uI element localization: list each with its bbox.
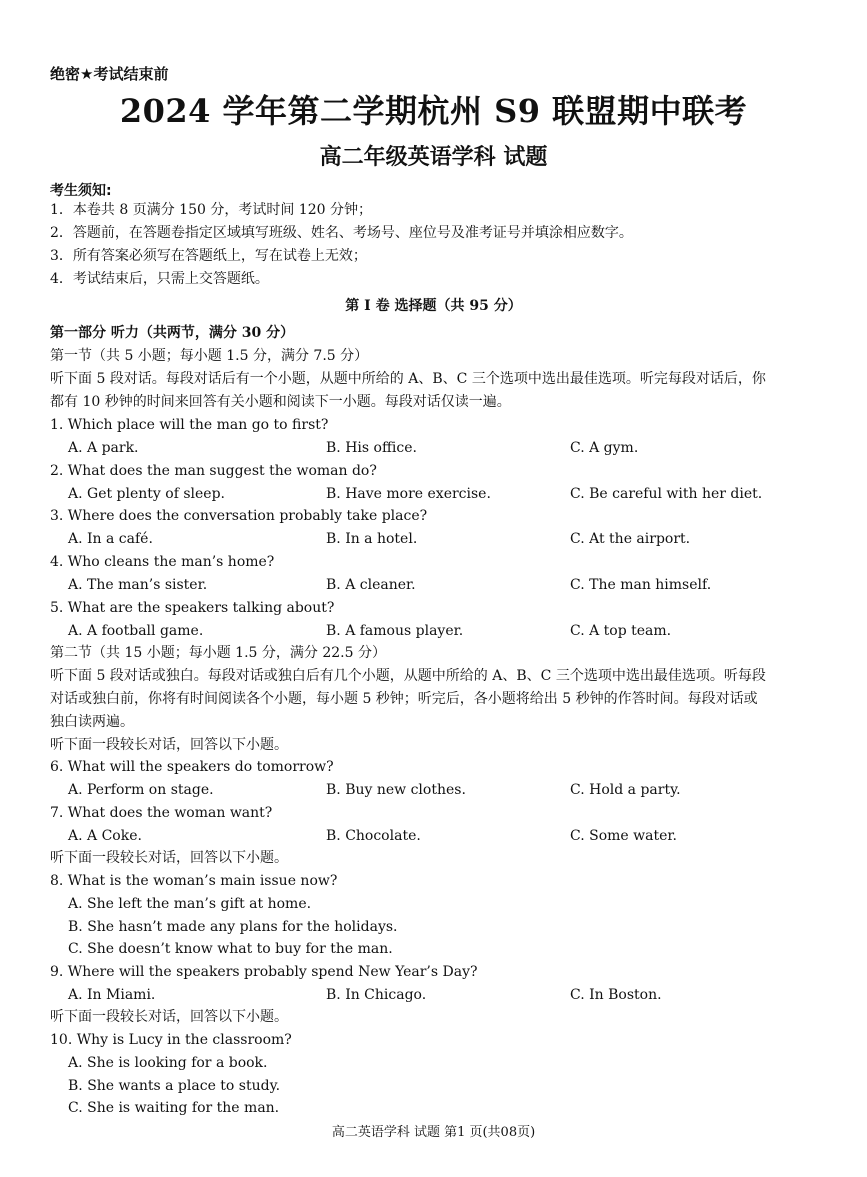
question: 6. What will the speakers do tomorrow? bbox=[50, 759, 334, 775]
option-b: B. Buy new clothes. bbox=[326, 782, 466, 798]
option-b: B. In a hotel. bbox=[326, 531, 418, 547]
option-c: C. Hold a party. bbox=[570, 782, 681, 798]
confidential-label: 绝密★考试结束前 bbox=[50, 65, 169, 83]
section2-instructions: 对话或独白前，你将有时间阅读各个小题，每小题 5 秒钟；听完后，各小题将给出 5 秒钟的作答时间。每段对话或 bbox=[50, 691, 758, 707]
section1-instructions: 听下面 5 段对话。每段对话后有一个小题，从题中所给的 A、B、C 三个选项中选出最佳选项。听完每段对话后，你 bbox=[50, 371, 766, 387]
part1-heading: 第一部分 听力（共两节，满分 30 分） bbox=[50, 325, 295, 341]
exam-subtitle: 高二年级英语学科 试题 bbox=[319, 144, 548, 170]
question: 3. Where does the conversation probably take place? bbox=[50, 508, 428, 524]
option-b: B. Have more exercise. bbox=[326, 486, 491, 502]
option-a: A. A football game. bbox=[68, 623, 204, 639]
option-c: C. She is waiting for the man. bbox=[68, 1100, 280, 1116]
notice-item: 2．答题前，在答题卷指定区域填写班级、姓名、考场号、座位号及准考证号并填涂相应数字。 bbox=[50, 225, 633, 241]
option-c: C. Be careful with her diet. bbox=[570, 486, 763, 502]
option-a: A. In Miami. bbox=[68, 987, 156, 1003]
question: 8. What is the woman’s main issue now? bbox=[50, 873, 338, 889]
page-footer: 高二英语学科 试题 第1 页(共08页) bbox=[331, 1125, 536, 1140]
option-c: C. Some water. bbox=[570, 828, 677, 844]
section1-heading: 第一节（共 5 小题；每小题 1.5 分，满分 7.5 分） bbox=[50, 348, 369, 364]
question: 9. Where will the speakers probably spend New Year’s Day? bbox=[50, 964, 478, 980]
question: 7. What does the woman want? bbox=[50, 805, 273, 821]
section2-heading: 第二节（共 15 小题；每小题 1.5 分，满分 22.5 分） bbox=[50, 645, 386, 661]
notice-item: 3．所有答案必须写在答题纸上，写在试卷上无效； bbox=[50, 248, 367, 264]
long-dialogue-note: 听下面一段较长对话，回答以下小题。 bbox=[50, 1009, 288, 1025]
option-c: C. The man himself. bbox=[570, 577, 712, 593]
option-b: B. She hasn’t made any plans for the holidays. bbox=[68, 919, 398, 935]
option-a: A. She is looking for a book. bbox=[68, 1055, 268, 1071]
long-dialogue-note: 听下面一段较长对话，回答以下小题。 bbox=[50, 850, 288, 866]
option-c: C. In Boston. bbox=[570, 987, 662, 1003]
question: 4. Who cleans the man’s home? bbox=[50, 554, 275, 570]
option-a: A. She left the man’s gift at home. bbox=[68, 896, 312, 912]
section1-instructions: 都有 10 秒钟的时间来回答有关小题和阅读下一小题。每段对话仅读一遍。 bbox=[50, 394, 511, 410]
option-b: B. In Chicago. bbox=[326, 987, 427, 1003]
exam-title: 2024 学年第二学期杭州 S9 联盟期中联考 bbox=[119, 92, 748, 130]
option-a: A. In a café. bbox=[68, 531, 153, 547]
option-a: A. A park. bbox=[68, 440, 139, 456]
option-c: C. A top team. bbox=[570, 623, 672, 639]
option-a: A. A Coke. bbox=[68, 828, 142, 844]
option-c: C. A gym. bbox=[570, 440, 639, 456]
question: 1. Which place will the man go to first? bbox=[50, 417, 329, 433]
notice-item: 1．本卷共 8 页满分 150 分，考试时间 120 分钟； bbox=[50, 202, 372, 218]
notice-heading: 考生须知: bbox=[50, 183, 112, 199]
option-a: A. Perform on stage. bbox=[68, 782, 214, 798]
option-c: C. At the airport. bbox=[570, 531, 691, 547]
option-b: B. Chocolate. bbox=[326, 828, 421, 844]
option-b: B. A cleaner. bbox=[326, 577, 416, 593]
volume-heading: 第 I 卷 选择题（共 95 分） bbox=[345, 298, 522, 314]
long-dialogue-note: 听下面一段较长对话，回答以下小题。 bbox=[50, 737, 288, 753]
option-a: A. Get plenty of sleep. bbox=[68, 486, 225, 502]
option-b: B. A famous player. bbox=[326, 623, 464, 639]
option-b: B. His office. bbox=[326, 440, 417, 456]
notice-item: 4．考试结束后，只需上交答题纸。 bbox=[50, 271, 269, 287]
option-c: C. She doesn’t know what to buy for the man. bbox=[68, 941, 393, 957]
section2-instructions: 听下面 5 段对话或独白。每段对话或独白后有几个小题，从题中所给的 A、B、C 三个选项中选出最佳选项。听每段 bbox=[50, 668, 766, 684]
question: 10. Why is Lucy in the classroom? bbox=[50, 1032, 292, 1048]
question: 2. What does the man suggest the woman do? bbox=[50, 463, 377, 479]
question: 5. What are the speakers talking about? bbox=[50, 600, 335, 616]
option-a: A. The man’s sister. bbox=[68, 577, 208, 593]
section2-instructions: 独白读两遍。 bbox=[50, 714, 134, 730]
option-b: B. She wants a place to study. bbox=[68, 1078, 281, 1094]
